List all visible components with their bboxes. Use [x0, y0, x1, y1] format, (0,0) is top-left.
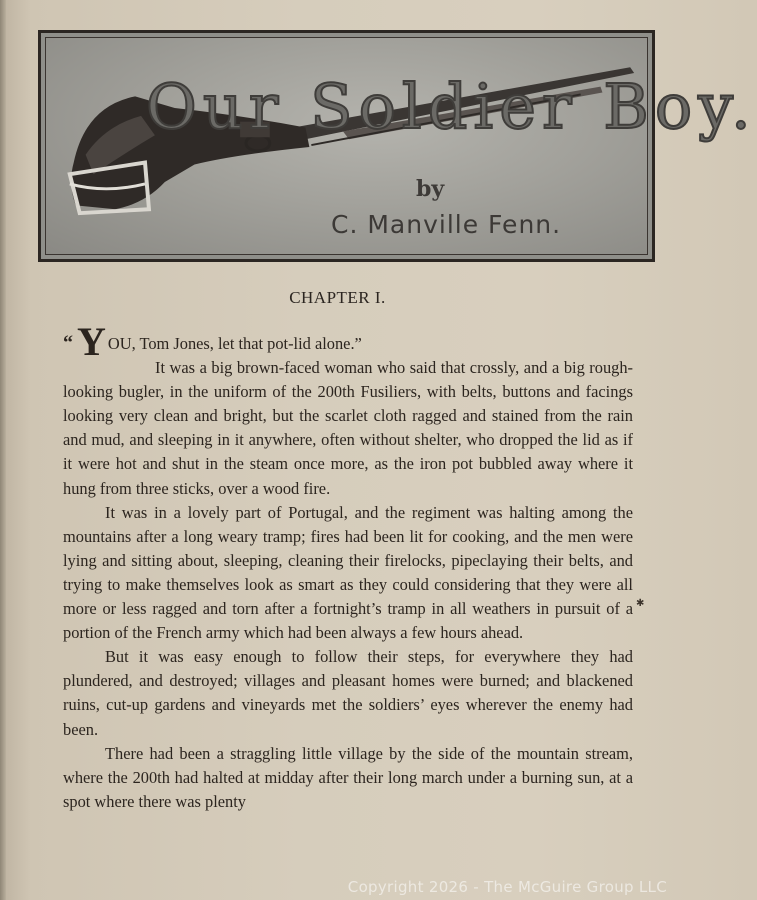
margin-mark-icon: ✱ — [636, 598, 645, 609]
chapter-heading: CHAPTER I. — [289, 288, 386, 307]
title-by: by — [416, 176, 445, 202]
drop-cap: Y — [77, 319, 106, 364]
copyright-watermark: Copyright 2026 - The McGuire Group LLC — [347, 878, 667, 896]
paragraph-1-text: OU, Tom Jones, let that pot-lid alone.” — [107, 334, 362, 353]
title-illustration — [45, 37, 757, 255]
title-line1: Our Soldier Boy. — [146, 70, 757, 143]
paragraph-5: There had been a straggling little village by the side of the mountain stream, where the 200th had halted at midday after their long march under a burning sun, at a spot where there was plenty — [63, 743, 633, 811]
paragraph-4: But it was easy enough to follow their steps, for everywhere they had plundered, and destroyed; villages and pleasant homes were burned; and blackened ruins, cut-up gardens and vineyards met the soldiers’ eyes wherever the enemy had been. — [63, 647, 633, 739]
chapter-text — [63, 319, 633, 814]
title-illustration-frame — [38, 30, 757, 262]
title-lettering — [146, 60, 757, 180]
opening-quote: “ — [63, 332, 73, 354]
page-edge — [0, 0, 6, 900]
paragraph-3: It was in a lovely part of Portugal, and the regiment was halting among the mountains after a long weary tramp; fires had been lit for cooking, and the men were lying and sitting about, sleeping, cleaning their firelocks, pipeclaying their belts, and trying to make themselves look as smart as they could considering that they were all more or less ragged and torn after a fortnight’s tramp in all weathers in pursuit of a portion of the French army which had been always a few hours ahead. — [63, 502, 633, 643]
paragraph-1 — [63, 319, 633, 364]
paragraph-2: It was a big brown-faced woman who said that crossly, and a big rough-looking bugler, in the uniform of the 200th Fusiliers, with belts, buttons and facings looking very clean and bright, but the scarlet cloth ragged and stained from the rain and mud, and sleeping in it anywhere, often without shelter, who dropped the lid as if it were hot and shut in the steam once more, as the iron pot bubbled away where it hung from three sticks, over a wood fire. — [63, 358, 633, 498]
title-author: C. Manville Fenn. — [331, 210, 562, 239]
